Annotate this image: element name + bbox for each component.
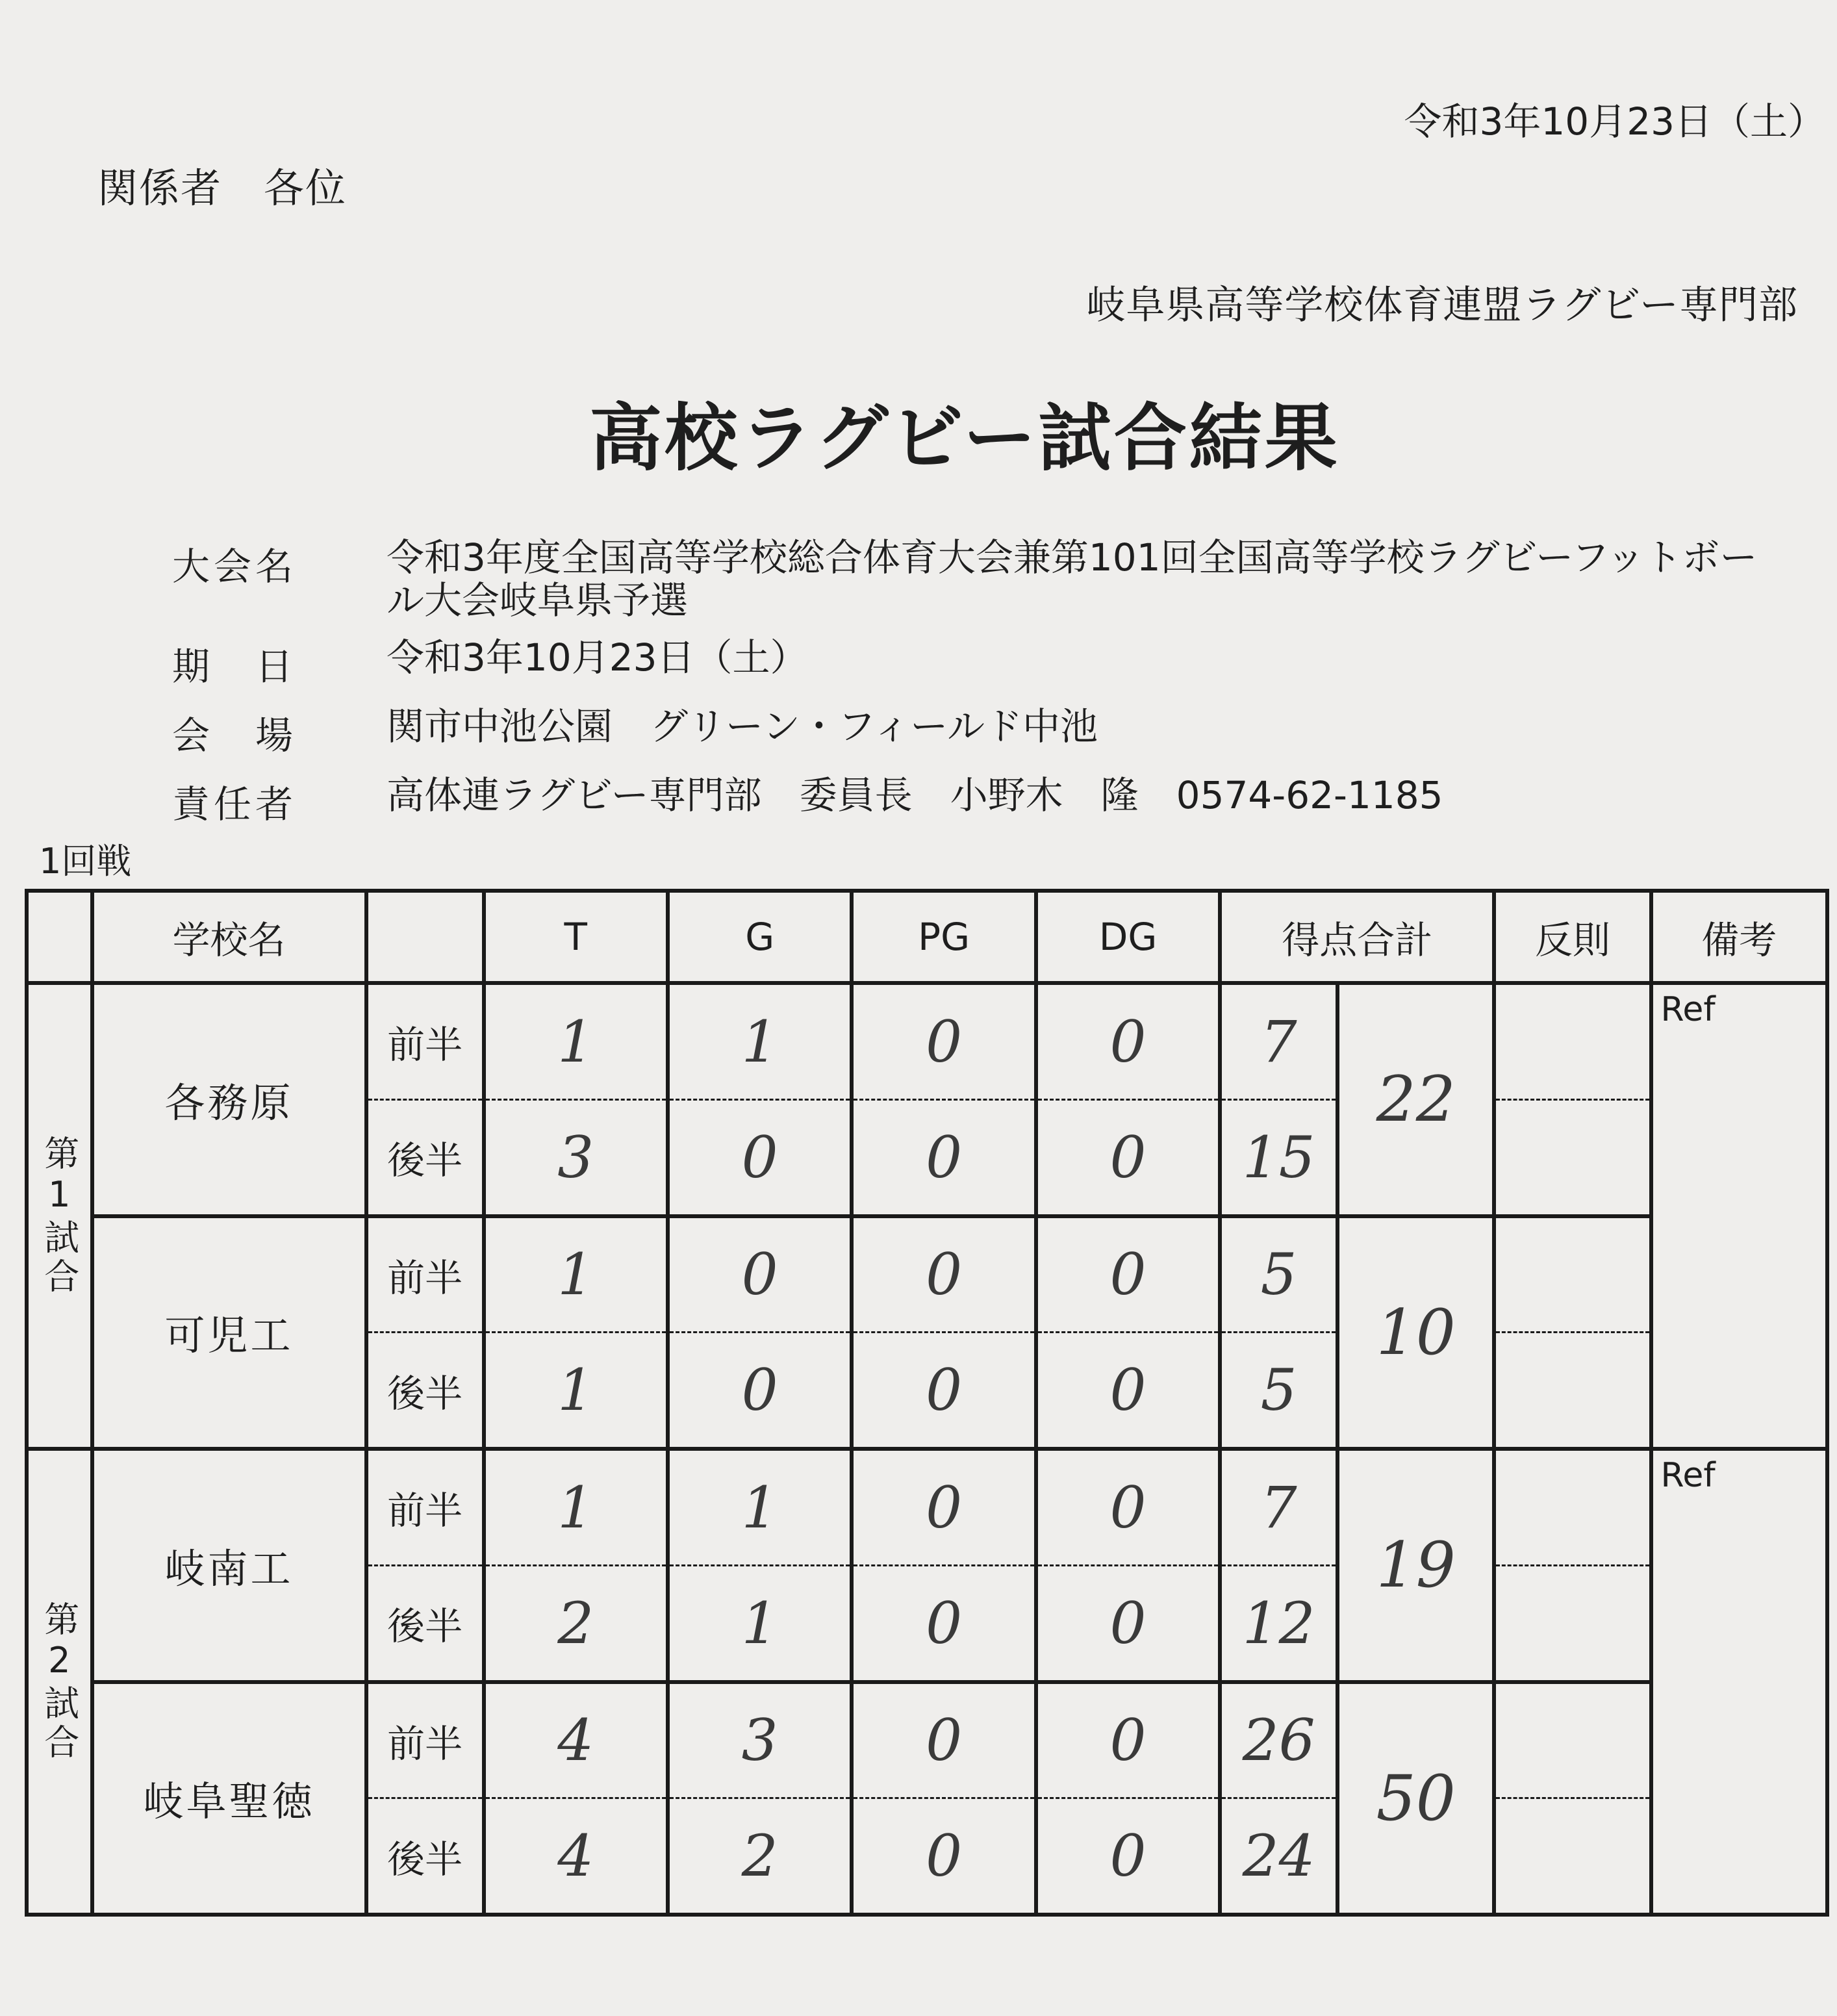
goals-value: 2 — [668, 1798, 852, 1915]
notes-cell: Ref — [1651, 1449, 1827, 1915]
info-row-date — [172, 636, 1783, 691]
penalty-goals-value: 0 — [852, 983, 1035, 1099]
table-row — [27, 1216, 1827, 1333]
half-label: 前半 — [366, 983, 484, 1099]
half-label: 前半 — [366, 1682, 484, 1798]
match-label: 第1試合 — [27, 983, 92, 1449]
total-score-value: 19 — [1337, 1449, 1494, 1682]
half-label: 前半 — [366, 1449, 484, 1565]
table-row — [27, 1682, 1827, 1798]
half-score-value: 7 — [1220, 1449, 1337, 1565]
fouls-cell — [1494, 983, 1651, 1099]
total-score-value: 22 — [1337, 983, 1494, 1216]
tries-value: 1 — [484, 983, 668, 1099]
half-label: 後半 — [366, 1333, 484, 1449]
school-name: 可児工 — [92, 1216, 366, 1449]
goals-value: 3 — [668, 1682, 852, 1798]
header-g: G — [668, 891, 852, 983]
penalty-goals-value: 0 — [852, 1565, 1035, 1681]
fouls-cell — [1494, 1449, 1651, 1565]
results-table — [25, 889, 1829, 1917]
half-score-value: 26 — [1220, 1682, 1337, 1798]
info-row-venue — [172, 705, 1783, 759]
header-score: 得点合計 — [1220, 891, 1494, 983]
drop-goals-value: 0 — [1036, 1682, 1220, 1798]
goals-value: 1 — [668, 983, 852, 1099]
table-row — [27, 1449, 1827, 1565]
half-label: 後半 — [366, 1798, 484, 1915]
half-score-value: 5 — [1220, 1216, 1337, 1333]
tries-value: 1 — [484, 1333, 668, 1449]
addressee: 関係者 各位 — [97, 164, 348, 212]
header-dg: DG — [1036, 891, 1220, 983]
info-row-event — [172, 536, 1783, 622]
tries-value: 1 — [484, 1449, 668, 1565]
penalty-goals-value: 0 — [852, 1682, 1035, 1798]
school-name: 各務原 — [92, 983, 366, 1216]
info-label: 期 日 — [172, 644, 298, 689]
issuing-organization: 岐阜県高等学校体育連盟ラグビー専門部 — [1086, 283, 1798, 328]
half-score-value: 12 — [1220, 1565, 1337, 1681]
header-pg: PG — [852, 891, 1035, 983]
info-label: 責任者 — [172, 782, 298, 826]
info-value: 令和3年度全国高等学校総合体育大会兼第101回全国高等学校ラグビーフットボール大会岐阜県予選 — [386, 535, 1758, 622]
header-notes: 備考 — [1651, 891, 1827, 983]
fouls-cell — [1494, 1099, 1651, 1216]
document-date: 令和3年10月23日（土） — [1404, 99, 1825, 144]
event-info — [172, 536, 1783, 843]
info-label: 会 場 — [172, 713, 298, 758]
info-row-manager — [172, 774, 1783, 828]
fouls-cell — [1494, 1682, 1651, 1798]
school-name: 岐南工 — [92, 1449, 366, 1682]
info-value: 高体連ラグビー専門部 委員長 小野木 隆 0574-62-1185 — [386, 773, 1443, 817]
header-half — [366, 891, 484, 983]
info-value: 関市中池公園 グリーン・フィールド中池 — [386, 704, 1098, 748]
drop-goals-value: 0 — [1036, 1333, 1220, 1449]
school-name: 岐阜聖徳 — [92, 1682, 366, 1915]
match-label: 第2試合 — [27, 1449, 92, 1915]
drop-goals-value: 0 — [1036, 1449, 1220, 1565]
fouls-cell — [1494, 1333, 1651, 1449]
half-label: 前半 — [366, 1216, 484, 1333]
fouls-cell — [1494, 1565, 1651, 1681]
penalty-goals-value: 0 — [852, 1449, 1035, 1565]
fouls-cell — [1494, 1216, 1651, 1333]
tries-value: 4 — [484, 1798, 668, 1915]
tries-value: 3 — [484, 1099, 668, 1216]
drop-goals-value: 0 — [1036, 983, 1220, 1099]
round-label: 1回戦 — [39, 841, 132, 882]
half-label: 後半 — [366, 1099, 484, 1216]
tries-value: 1 — [484, 1216, 668, 1333]
drop-goals-value: 0 — [1036, 1216, 1220, 1333]
penalty-goals-value: 0 — [852, 1798, 1035, 1915]
header-match — [27, 891, 92, 983]
info-value: 令和3年10月23日（土） — [386, 635, 808, 680]
fouls-cell — [1494, 1798, 1651, 1915]
goals-value: 0 — [668, 1216, 852, 1333]
drop-goals-value: 0 — [1036, 1798, 1220, 1915]
goals-value: 0 — [668, 1099, 852, 1216]
tries-value: 4 — [484, 1682, 668, 1798]
header-t: T — [484, 891, 668, 983]
half-score-value: 7 — [1220, 983, 1337, 1099]
half-score-value: 24 — [1220, 1798, 1337, 1915]
half-score-value: 5 — [1220, 1333, 1337, 1449]
goals-value: 0 — [668, 1333, 852, 1449]
info-label: 大会名 — [172, 544, 298, 589]
goals-value: 1 — [668, 1449, 852, 1565]
tries-value: 2 — [484, 1565, 668, 1681]
goals-value: 1 — [668, 1565, 852, 1681]
drop-goals-value: 0 — [1036, 1565, 1220, 1681]
header-row — [27, 891, 1827, 983]
table-row — [27, 983, 1827, 1099]
total-score-value: 10 — [1337, 1216, 1494, 1449]
half-label: 後半 — [366, 1565, 484, 1681]
penalty-goals-value: 0 — [852, 1099, 1035, 1216]
header-fouls: 反則 — [1494, 891, 1651, 983]
header-school: 学校名 — [92, 891, 366, 983]
half-score-value: 15 — [1220, 1099, 1337, 1216]
page-title: 高校ラグビー試合結果 — [589, 396, 1340, 481]
penalty-goals-value: 0 — [852, 1333, 1035, 1449]
drop-goals-value: 0 — [1036, 1099, 1220, 1216]
total-score-value: 50 — [1337, 1682, 1494, 1915]
penalty-goals-value: 0 — [852, 1216, 1035, 1333]
notes-cell: Ref — [1651, 983, 1827, 1449]
